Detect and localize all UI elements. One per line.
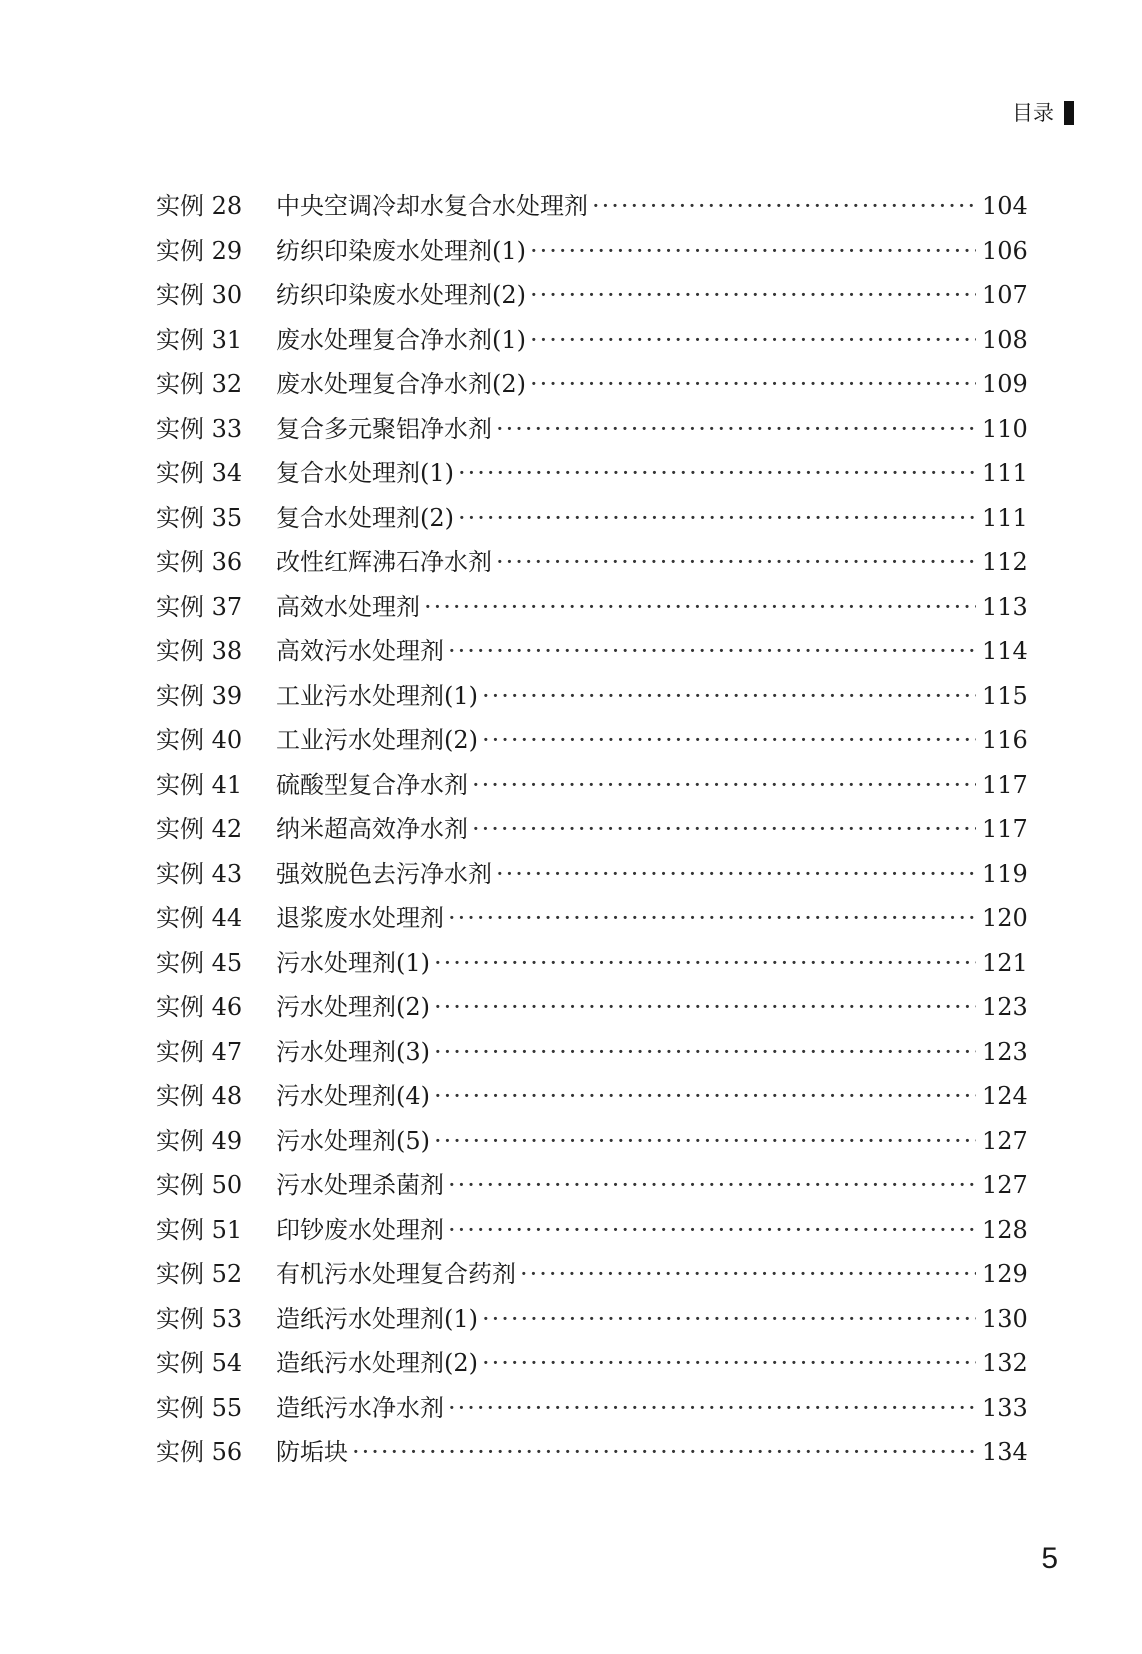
toc-entry-number: 实例 30 [156,281,243,309]
toc-entry-page: 109 [982,370,1028,398]
toc-entry-page: 128 [982,1215,1028,1244]
toc-dot-leader [434,1037,976,1067]
toc-entry[interactable] [156,547,1026,592]
toc-dot-leader [530,369,976,399]
toc-entry-number: 实例 36 [156,548,243,576]
toc-dot-leader [448,1170,976,1200]
toc-entry-number: 实例 39 [156,681,243,710]
toc-entry-page: 106 [982,236,1028,265]
toc-entry-page: 110 [982,414,1028,443]
toc-entry-title: 防垢块 [276,1438,348,1466]
toc-dot-leader [424,592,976,622]
toc-entry-number: 实例 34 [156,459,243,487]
toc-entry[interactable] [156,1081,1026,1126]
toc-entry[interactable] [156,859,1026,904]
toc-entry-page: 116 [982,726,1028,754]
toc-entry[interactable] [156,636,1026,681]
toc-entry-number: 实例 38 [156,637,243,665]
toc-entry-page: 124 [982,1082,1028,1110]
toc-entry-page: 130 [982,1304,1028,1333]
toc-entry[interactable] [156,191,1026,236]
toc-entry-title: 有机污水处理复合药剂 [276,1260,516,1288]
toc-dot-leader [482,725,976,755]
toc-dot-leader [434,1126,976,1156]
toc-entry[interactable] [156,1437,1026,1482]
toc-entry-title: 工业污水处理剂(2) [276,726,478,754]
toc-entry-title: 造纸污水处理剂(1) [276,1304,478,1333]
toc-entry-page: 132 [982,1349,1028,1377]
toc-entry-page: 119 [982,859,1028,888]
toc-dot-leader [530,236,976,266]
toc-entry-number: 实例 40 [156,726,243,754]
toc-entry-number: 实例 44 [156,904,243,932]
toc-entry-page: 134 [982,1438,1028,1466]
toc-entry-number: 实例 55 [156,1393,243,1422]
toc-entry-number: 实例 31 [156,325,243,354]
toc-dot-leader [434,1081,976,1111]
toc-dot-leader [482,1304,976,1334]
toc-dot-leader [448,903,976,933]
toc-entry-page: 108 [982,325,1028,354]
toc-entry-title: 强效脱色去污净水剂 [276,859,492,888]
toc-entry-page: 113 [982,592,1028,621]
toc-entry[interactable] [156,1393,1026,1438]
toc-entry-number: 实例 35 [156,503,243,532]
toc-entry-title: 纺织印染废水处理剂(1) [276,236,526,265]
toc-entry-title: 复合水处理剂(1) [276,459,454,487]
toc-entry-page: 107 [982,281,1028,309]
toc-entry-title: 废水处理复合净水剂(1) [276,325,526,354]
toc-entry[interactable] [156,1348,1026,1393]
toc-dot-leader [472,770,976,800]
toc-dot-leader [472,814,976,844]
toc-entry-title: 造纸污水净水剂 [276,1393,444,1422]
toc-entry[interactable] [156,458,1026,503]
toc-entry-number: 实例 50 [156,1171,243,1199]
toc-entry-page: 104 [982,192,1028,220]
toc-entry[interactable] [156,681,1026,726]
toc-entry[interactable] [156,280,1026,325]
toc-entry[interactable] [156,770,1026,815]
toc-entry-number: 实例 45 [156,948,243,977]
toc-entry-title: 改性红辉沸石净水剂 [276,548,492,576]
toc-entry-title: 硫酸型复合净水剂 [276,770,468,799]
toc-entry[interactable] [156,1037,1026,1082]
toc-entry-number: 实例 32 [156,370,243,398]
toc-entry[interactable] [156,903,1026,948]
toc-entry-page: 129 [982,1260,1028,1288]
toc-dot-leader [352,1437,976,1467]
toc-entry-page: 121 [982,948,1028,977]
toc-entry[interactable] [156,1126,1026,1171]
toc-entry-page: 127 [982,1171,1028,1199]
section-title: 目录 [1012,101,1054,125]
toc-entry[interactable] [156,1170,1026,1215]
toc-entry-title: 污水处理剂(2) [276,993,430,1021]
toc-entry[interactable] [156,414,1026,459]
toc-entry[interactable] [156,325,1026,370]
toc-entry-page: 123 [982,1037,1028,1066]
toc-entry-page: 112 [982,548,1028,576]
header-marker-bar [1064,101,1074,125]
toc-entry-page: 123 [982,993,1028,1021]
toc-dot-leader [448,636,976,666]
toc-dot-leader [434,948,976,978]
toc-entry-title: 污水处理剂(4) [276,1082,430,1110]
toc-entry[interactable] [156,1259,1026,1304]
table-of-contents [156,191,1026,1482]
toc-dot-leader [482,1348,976,1378]
toc-entry-number: 实例 46 [156,993,243,1021]
toc-dot-leader [530,325,976,355]
toc-entry-number: 实例 43 [156,859,243,888]
running-header [1012,98,1074,128]
toc-entry[interactable] [156,236,1026,281]
toc-entry-page: 114 [982,637,1028,665]
toc-entry-number: 实例 56 [156,1438,243,1466]
toc-entry-number: 实例 49 [156,1126,243,1155]
toc-entry-title: 退浆废水处理剂 [276,904,444,932]
page-number: 5 [1041,1542,1058,1575]
toc-entry[interactable] [156,1215,1026,1260]
toc-entry-number: 实例 28 [156,192,243,220]
toc-entry[interactable] [156,503,1026,548]
toc-dot-leader [482,681,976,711]
toc-entry-title: 造纸污水处理剂(2) [276,1349,478,1377]
toc-entry[interactable] [156,1304,1026,1349]
toc-dot-leader [448,1393,976,1423]
toc-entry[interactable] [156,592,1026,637]
toc-entry[interactable] [156,725,1026,770]
toc-dot-leader [592,191,976,221]
toc-dot-leader [496,414,976,444]
toc-entry-page: 133 [982,1393,1028,1422]
toc-entry-title: 印钞废水处理剂 [276,1215,444,1244]
toc-entry-number: 实例 42 [156,815,243,843]
toc-entry[interactable] [156,992,1026,1037]
toc-dot-leader [520,1259,976,1289]
toc-entry-title: 复合多元聚铝净水剂 [276,414,492,443]
toc-entry-page: 120 [982,904,1028,932]
toc-entry-title: 污水处理杀菌剂 [276,1171,444,1199]
toc-entry-title: 高效污水处理剂 [276,637,444,665]
toc-dot-leader [458,458,976,488]
toc-entry-number: 实例 51 [156,1215,243,1244]
toc-dot-leader [458,503,976,533]
toc-entry[interactable] [156,369,1026,414]
toc-entry-number: 实例 48 [156,1082,243,1110]
toc-entry-page: 117 [982,770,1028,799]
toc-entry-number: 实例 41 [156,770,243,799]
toc-dot-leader [530,280,976,310]
toc-dot-leader [496,547,976,577]
toc-entry-number: 实例 37 [156,592,243,621]
toc-entry-number: 实例 47 [156,1037,243,1066]
toc-entry-page: 115 [982,681,1028,710]
toc-entry-number: 实例 54 [156,1349,243,1377]
toc-entry[interactable] [156,814,1026,859]
toc-entry-page: 127 [982,1126,1028,1155]
toc-entry-title: 污水处理剂(3) [276,1037,430,1066]
toc-entry-number: 实例 52 [156,1260,243,1288]
toc-dot-leader [496,859,976,889]
toc-entry-title: 纺织印染废水处理剂(2) [276,281,526,309]
toc-entry-title: 污水处理剂(5) [276,1126,430,1155]
toc-entry-title: 废水处理复合净水剂(2) [276,370,526,398]
toc-entry-title: 污水处理剂(1) [276,948,430,977]
toc-dot-leader [434,992,976,1022]
toc-entry-title: 工业污水处理剂(1) [276,681,478,710]
toc-entry-number: 实例 29 [156,236,243,265]
toc-entry[interactable] [156,948,1026,993]
toc-entry-title: 纳米超高效净水剂 [276,815,468,843]
toc-entry-page: 111 [982,459,1028,487]
toc-entry-number: 实例 53 [156,1304,243,1333]
toc-entry-title: 中央空调冷却水复合水处理剂 [276,192,588,220]
toc-entry-page: 117 [982,815,1028,843]
toc-dot-leader [448,1215,976,1245]
toc-entry-page: 111 [982,503,1028,532]
toc-entry-number: 实例 33 [156,414,243,443]
toc-entry-title: 复合水处理剂(2) [276,503,454,532]
toc-entry-title: 高效水处理剂 [276,592,420,621]
